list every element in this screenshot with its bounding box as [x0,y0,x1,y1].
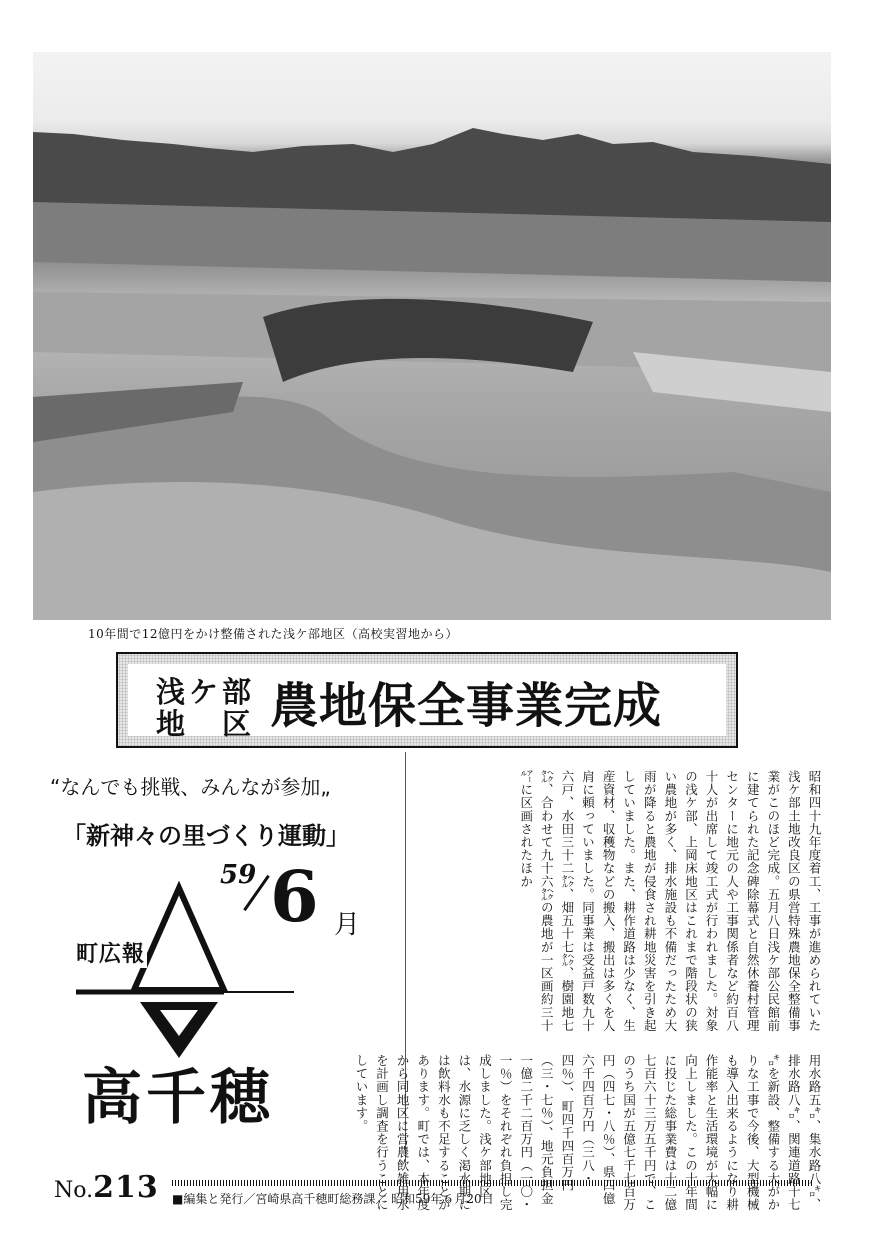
slogan-line1: “なんでも挑戦、みんなが参加„ [50,775,331,799]
landscape-photo-icon [33,52,831,620]
issue-number [54,1170,159,1205]
landscape-photo [33,52,831,620]
masthead-town: 高千穂 [82,1063,274,1133]
photo-caption: 10年間で12億円をかけ整備された浅ケ部地区（高校実習地から） [88,627,459,641]
issue-year: 59 [220,860,257,890]
slogan-line2: 「新神々の里づくり運動」 [62,822,350,850]
footer-credit: ■編集と発行／宮崎県高千穂町総務課／ 昭和59年６月20日 [172,1192,494,1206]
headline-title: 農地保全事業完成 [270,678,663,734]
issue-month-unit: 月 [334,910,361,940]
article-text-part2: 用水路五㌔、集水路八㌔、排水路八㌔、関連道路十七㌔を新設、整備する大がかりな工事で今後、大型機械も導入出来るようになり耕作能率と生活環境が大幅に向上しました。この十年間に投じた総事業費は十二億七百六十三万五千円で、このうち国が五億七千七百万円（四七・八％）、県四億六千四百万円（三八・四％）、町四千四百万円（三・七％）、地元負担金一億二千二百万円（一〇・一％）をそれぞれ負担し完成しました。浅ケ部地区は、水源に乏しく渇水期には飲料水も不足することがあります。町では、本年度から同地区に営農飲雑用水を計画し調査を行うことにしています。 [353,1054,822,1212]
masthead-label: 町広報 [74,937,147,968]
headline-area [156,676,262,740]
headline-area-line2: 地 区 [156,707,256,741]
issue-prefix: No. [54,1178,94,1203]
issue-num: 213 [93,1170,159,1205]
headline-banner-inner [128,664,726,741]
headline-area-line1: 浅ケ部 [156,675,256,709]
article-text-part1: 昭和四十九年度着工、工事が進められていた浅ケ部土地改良区の県営特殊農地保全整備事業がこのほど完成。五月八日浅ケ部公民館前に建てられた記念碑除幕式と自然休養村管理センターに地元の人や工事関係者など約百八十人が出席して竣工式が行われました。対象の浅ケ部、上岡床地区はこれまで階段状の狭い農地が多く、排水施設も不備だったため大雨が降ると農地が侵食され耕地災害を引き起していました。また、耕作道路は少なく、生産資材、収穫物などの搬入、搬出は多くを人肩に頼っていました。同事業は受益戸数九十六戸、水田三十二㌶、畑五十七㌶、樹園地七㌶、合わせて九十六㌶の農地が一区画約三十㌃に区画されたほか [518,770,822,1032]
headline-banner [116,652,738,748]
issue-month: 6 [270,855,319,938]
masthead-logo-icon [74,880,304,1070]
